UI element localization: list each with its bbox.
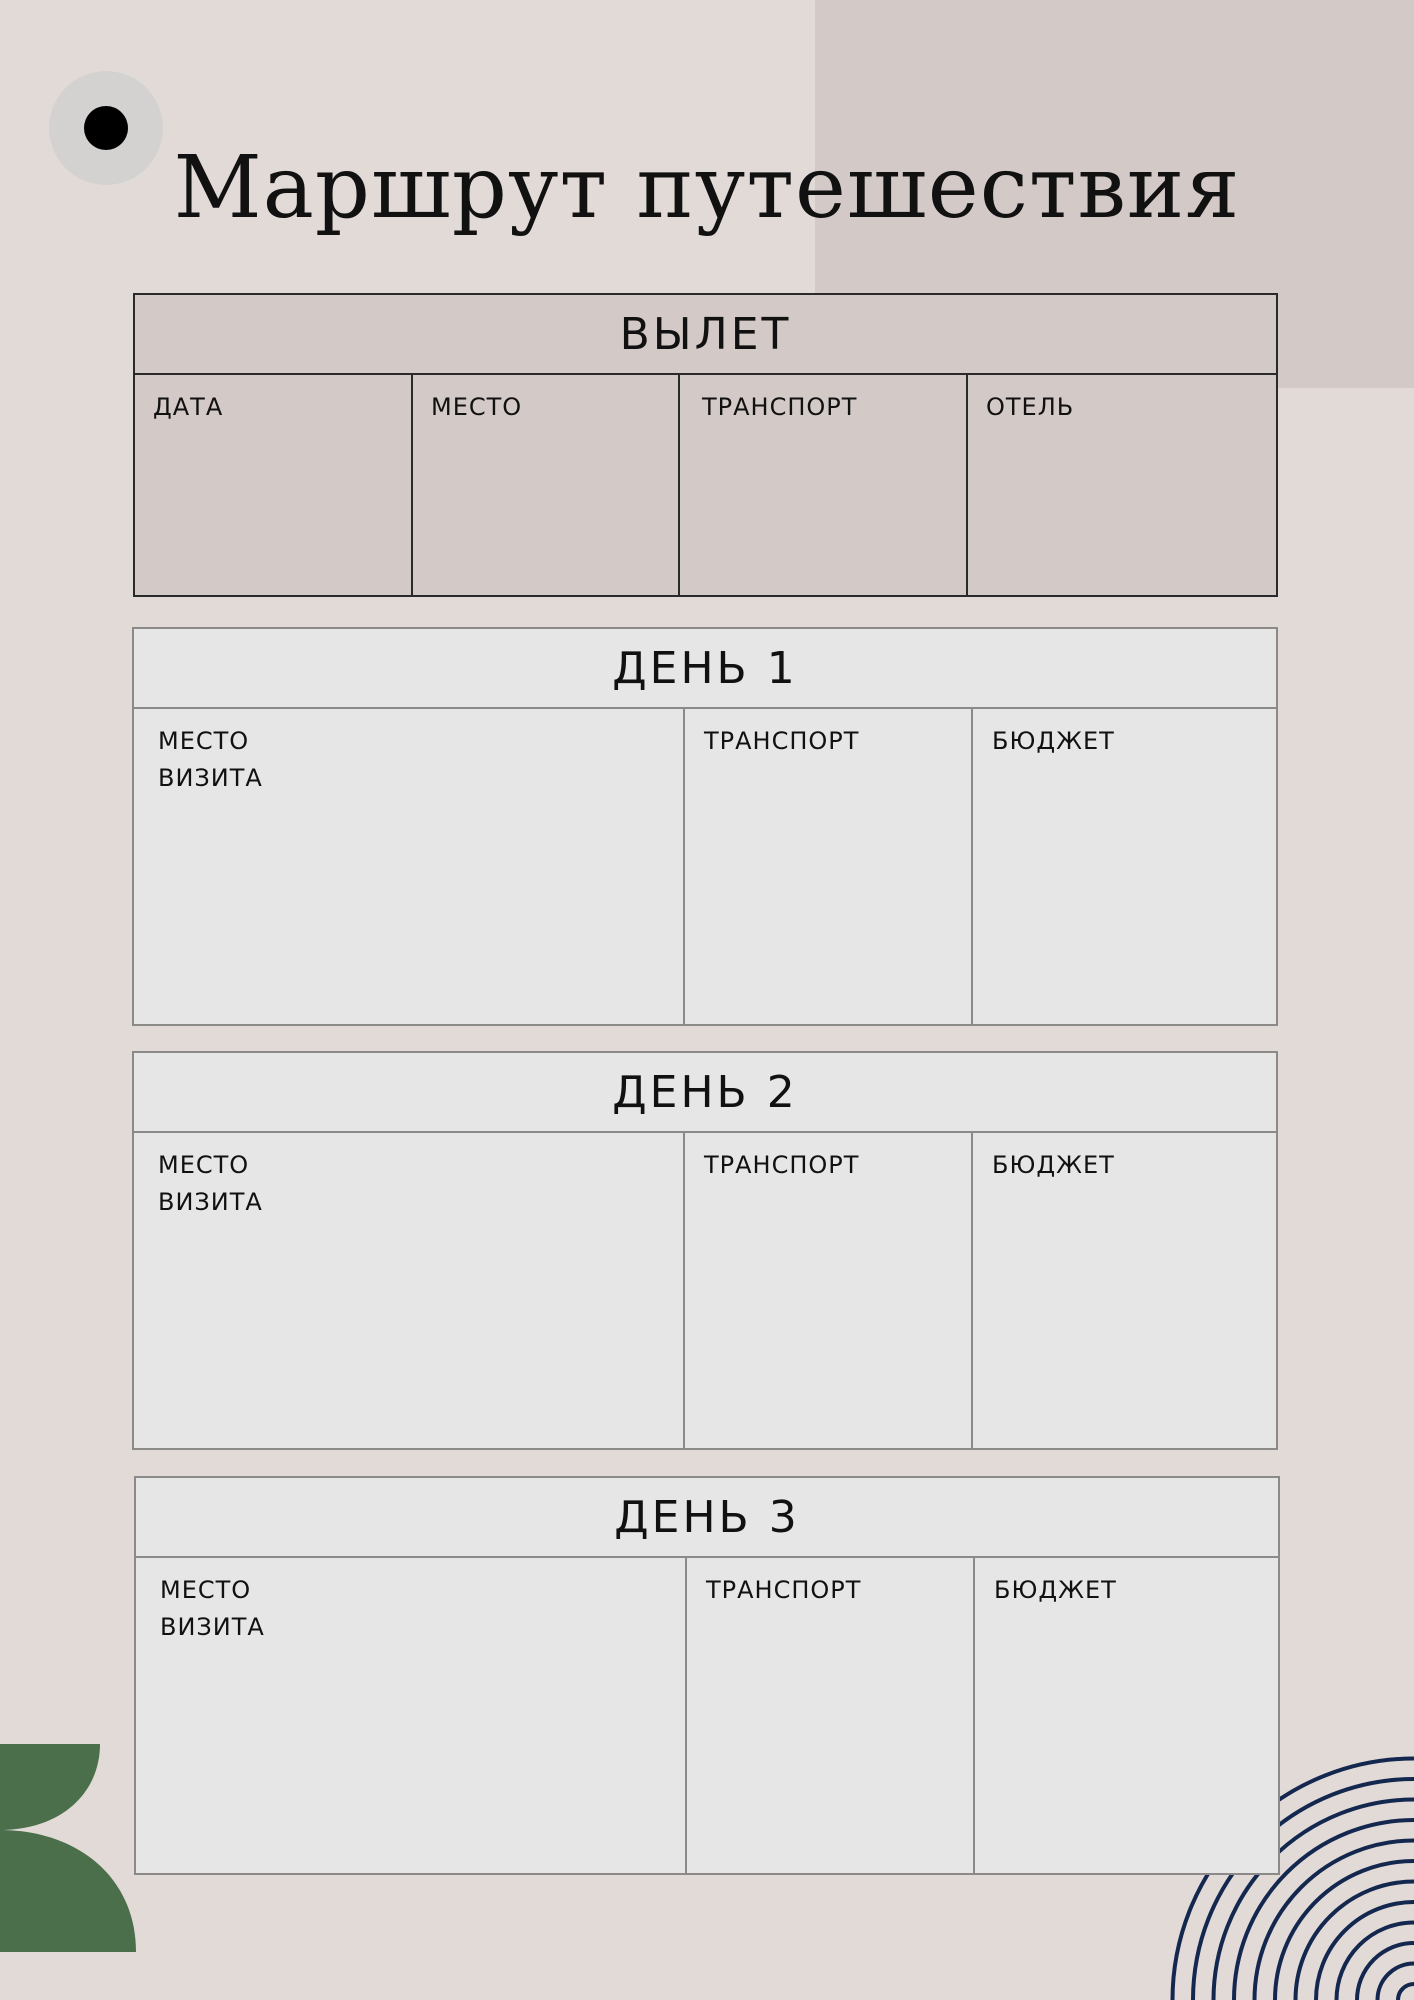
day-3-transport-cell[interactable]: ТРАНСПОРТ bbox=[687, 1558, 975, 1873]
arc-ring bbox=[1398, 1984, 1414, 2000]
day-1-place-cell[interactable]: МЕСТО ВИЗИТА bbox=[134, 709, 685, 1024]
day-1-row bbox=[134, 709, 1276, 1024]
departure-transport-cell[interactable]: ТРАНСПОРТ bbox=[680, 375, 968, 595]
day-3-budget-cell[interactable]: БЮДЖЕТ bbox=[994, 1576, 1117, 1604]
day-1-budget-cell[interactable]: БЮДЖЕТ bbox=[992, 727, 1115, 755]
day-2-transport-cell[interactable]: ТРАНСПОРТ bbox=[685, 1133, 973, 1448]
page-title: Маршрут путешествия bbox=[173, 138, 1241, 238]
day-2-panel bbox=[132, 1051, 1278, 1450]
day-3-panel bbox=[134, 1476, 1280, 1875]
departure-hotel-cell[interactable]: ОТЕЛЬ bbox=[986, 393, 1075, 421]
day-3-heading: ДЕНЬ 3 bbox=[136, 1478, 1278, 1558]
departure-row bbox=[135, 375, 1276, 595]
leaf-shape bbox=[0, 1744, 136, 1952]
departure-date-cell[interactable]: ДАТА bbox=[135, 375, 413, 595]
day-2-row bbox=[134, 1133, 1276, 1448]
departure-place-cell[interactable]: МЕСТО bbox=[413, 375, 680, 595]
day-3-row bbox=[136, 1558, 1278, 1873]
day-1-heading: ДЕНЬ 1 bbox=[134, 629, 1276, 709]
day-1-transport-cell[interactable]: ТРАНСПОРТ bbox=[685, 709, 973, 1024]
day-2-heading: ДЕНЬ 2 bbox=[134, 1053, 1276, 1133]
departure-panel bbox=[133, 293, 1278, 597]
day-2-place-cell[interactable]: МЕСТО ВИЗИТА bbox=[134, 1133, 685, 1448]
day-2-budget-cell[interactable]: БЮДЖЕТ bbox=[992, 1151, 1115, 1179]
arc-ring bbox=[1296, 1882, 1414, 2000]
arc-ring bbox=[1357, 1943, 1414, 2000]
day-3-place-cell[interactable]: МЕСТО ВИЗИТА bbox=[136, 1558, 687, 1873]
day-1-panel bbox=[132, 627, 1278, 1026]
arc-ring bbox=[1378, 1964, 1414, 2000]
departure-heading: ВЫЛЕТ bbox=[135, 295, 1276, 375]
